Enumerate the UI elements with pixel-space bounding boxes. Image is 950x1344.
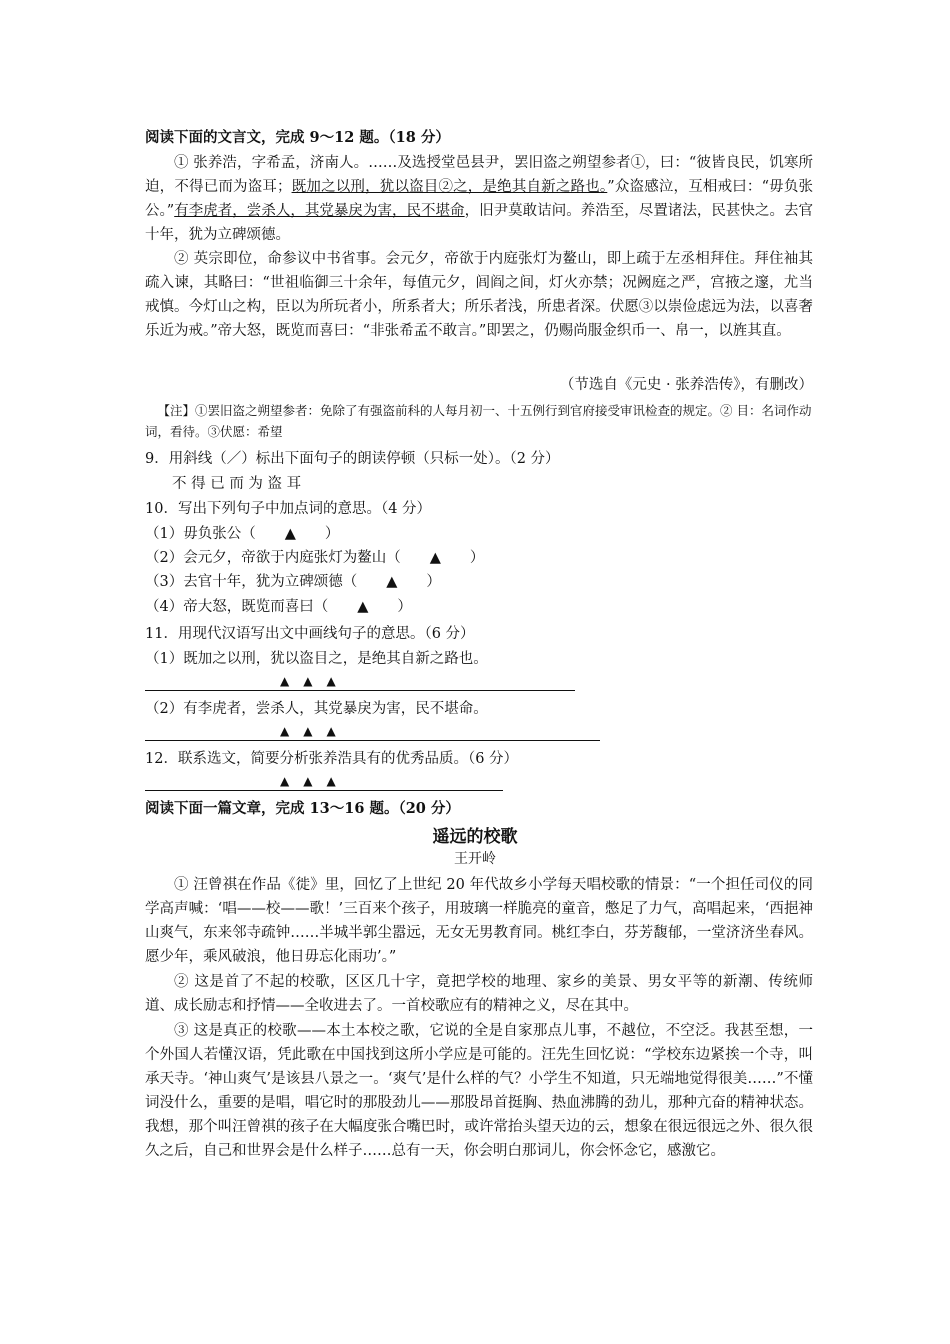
q10-item-2[interactable]: （2）会元夕，帝欲于内庭张灯为鳌山（ ▲ ） (145, 550, 485, 566)
q11-item-2: （2）有李虎者，尝杀人，其党暴戾为害，民不堪命。 (145, 701, 488, 717)
underlined-sentence-2: 有李虎者，尝杀人，其党暴戾为害，民不堪命 (174, 203, 465, 219)
q9-sentence: 不 得 已 而 为 盗 耳 (172, 476, 302, 492)
para1-part-c: ，旧尹莫敢诘问。养浩至，尽置诸法，民甚快之。去官十年，犹为立碑颂德。 (145, 203, 814, 243)
article-author: 王开岭 (454, 851, 496, 867)
article-title: 遥远的校歌 (432, 827, 518, 847)
question-12: 12．联系选文，简要分析张养浩具有的优秀品质。（6 分） (145, 751, 519, 767)
classical-para-1 (145, 151, 813, 247)
section2-heading: 阅读下面一篇文章，完成 13～16 题。（20 分） (145, 800, 460, 817)
para1-part-a: ① 张养浩，字希孟，济南人。……及选授堂邑县尹，罢旧盗之朔望参者①，曰：“彼皆良民，饥寒所迫，不得已而为盗耳； (145, 155, 813, 195)
footnote: 【注】①罢旧盗之朔望参者：免除了有强盗前科的人每月初一、十五例行到官府接受审讯检查的规定。② 目：名词作动词，看待。③伏愿：希望 (145, 403, 812, 439)
article-para-2: ② 这是首了不起的校歌，区区几十字，竟把学校的地理、家乡的美景、男女平等的新潮、传统师道、成长励志和抒情——全收进去了。一首校歌应有的精神之义，尽在其中。 (145, 974, 813, 1014)
classical-para-2: ② 英宗即位，命参议中书省事。会元夕，帝欲于内庭张灯为鳌山，即上疏于左丞相拜住。拜住袖其疏入谏，其略曰：“世祖临御三十余年，每值元夕，闾阎之间，灯火亦禁；况阙庭之严，宫掖之邃，尤当戒慎。今灯山之构，臣以为所玩者小，所系者大；所乐者浅，所患者深。伏愿③以崇俭虑远为法，以喜奢乐近为戒。”帝大怒，既览而喜曰：“非张希孟不敢言。”即罢之，仍赐尚服金织币一、帛一，以旌其直。 (145, 251, 813, 339)
q12-answer-line[interactable] (145, 790, 503, 791)
q11-2-answer-line[interactable] (145, 740, 600, 741)
q10-item-4[interactable]: （4）帝大怒，既览而喜曰（ ▲ ） (145, 599, 412, 615)
para1-part-b: ”众盗感泣，互相戒曰：“毋负张公。” (145, 179, 814, 219)
source-citation: （节选自《元史 · 张养浩传》，有删改） (559, 377, 813, 393)
article-para-1: ① 汪曾祺在作品《徙》里，回忆了上世纪 20 年代故乡小学每天唱校歌的情景：“一个担任司仪的同学高声喊：‘唱——校——歌！’三百来个孩子，用玻璃一样脆亮的童音，憋足了力气，高唱起来，‘西挹神山爽气，东来邻寺疏钟……半城半郭尘嚣远，无女无男教育同。桃红李白，芬芳馥郁，一堂济济坐春风。愿少年，乘风破浪，他日毋忘化雨功’。” (145, 877, 813, 965)
underlined-sentence-1: 既加之以刑，犹以盗目②之，是绝其自新之路也。 (291, 179, 608, 195)
q11-item-1: （1）既加之以刑，犹以盗目之，是绝其自新之路也。 (145, 651, 488, 667)
question-9: 9．用斜线（／）标出下面句子的朗读停顿（只标一处）。（2 分） (145, 451, 560, 467)
q12-answer-mark: ▲▲▲ (280, 774, 350, 788)
q11-1-answer-line[interactable] (145, 690, 575, 691)
question-10: 10．写出下列句子中加点词的意思。（4 分） (145, 501, 432, 517)
article-para-3: ③ 这是真正的校歌——本土本校之歌，它说的全是自家那点儿事，不越位，不空泛。我甚至想，一个外国人若懂汉语，凭此歌在中国找到这所小学应是可能的。汪先生回忆说：“学校东边紧挨一个寺，叫承天寺。‘神山爽气’是该县八景之一。‘爽气’是什么样的气？小学生不知道，只无端地觉得很美……”不懂词没什么，重要的是唱，唱它时的那股劲儿——那股昂首挺胸、热血沸腾的劲儿，那种亢奋的精神状态。我想，那个叫汪曾祺的孩子在大幅度张合嘴巴时，或许常抬头望天边的云，想象在很远很远之外、很久很久之后，自己和世界会是什么样子……总有一天，你会明白那词儿，你会怀念它，感激它。 (145, 1023, 813, 1159)
q10-item-1[interactable]: （1）毋负张公（ ▲ ） (145, 526, 340, 542)
section1-heading: 阅读下面的文言文，完成 9～12 题。（18 分） (145, 129, 450, 146)
q10-item-3[interactable]: （3）去官十年，犹为立碑颂德（ ▲ ） (145, 574, 441, 590)
q11-2-answer-mark: ▲▲▲ (280, 724, 350, 738)
question-11: 11．用现代汉语写出文中画线句子的意思。（6 分） (145, 626, 475, 642)
q11-1-answer-mark: ▲▲▲ (280, 674, 350, 688)
